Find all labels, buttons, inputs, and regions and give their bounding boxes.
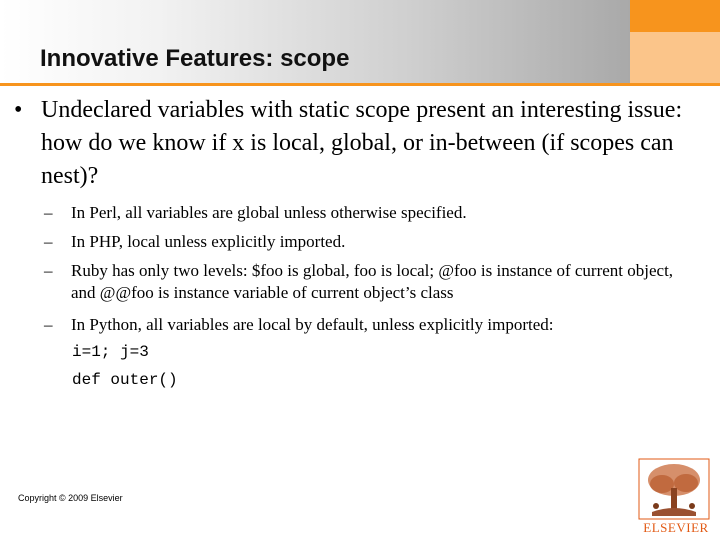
sub-bullet-python — [44, 314, 694, 336]
code-line: def outer() — [72, 371, 178, 389]
slide-title: Innovative Features: scope — [40, 45, 350, 72]
dash-marker: – — [44, 261, 53, 280]
main-bullet — [14, 94, 694, 193]
corner-accent-light — [630, 32, 720, 83]
dash-marker: – — [44, 315, 53, 334]
sub-bullet-perl — [44, 202, 694, 224]
title-divider — [0, 83, 720, 86]
copyright-text: Copyright © 2009 Elsevier — [18, 493, 123, 503]
code-line: i=1; j=3 — [72, 343, 149, 361]
bullet-marker: • — [14, 97, 23, 123]
dash-marker: – — [44, 232, 53, 251]
sub-bullet-php — [44, 231, 694, 253]
elsevier-logo-text: ELSEVIER — [643, 520, 709, 535]
sub-bullet-text: Ruby has only two levels: $foo is global, foo is local; @foo is instance of current object, and @@foo is instance variable of current object’s class — [71, 261, 674, 302]
sub-bullet-ruby — [44, 260, 694, 304]
main-bullet-text: Undeclared variables with static scope present an interesting issue: how do we know if x is local, global, or in-between (if scopes can nest)? — [41, 97, 683, 189]
dash-marker: – — [44, 203, 53, 222]
sub-bullet-text: In Python, all variables are local by default, unless explicitly imported: — [71, 315, 554, 334]
sub-bullet-text: In Perl, all variables are global unless otherwise specified. — [71, 203, 467, 222]
corner-accent — [630, 0, 720, 32]
sub-bullet-text: In PHP, local unless explicitly imported. — [71, 232, 346, 251]
